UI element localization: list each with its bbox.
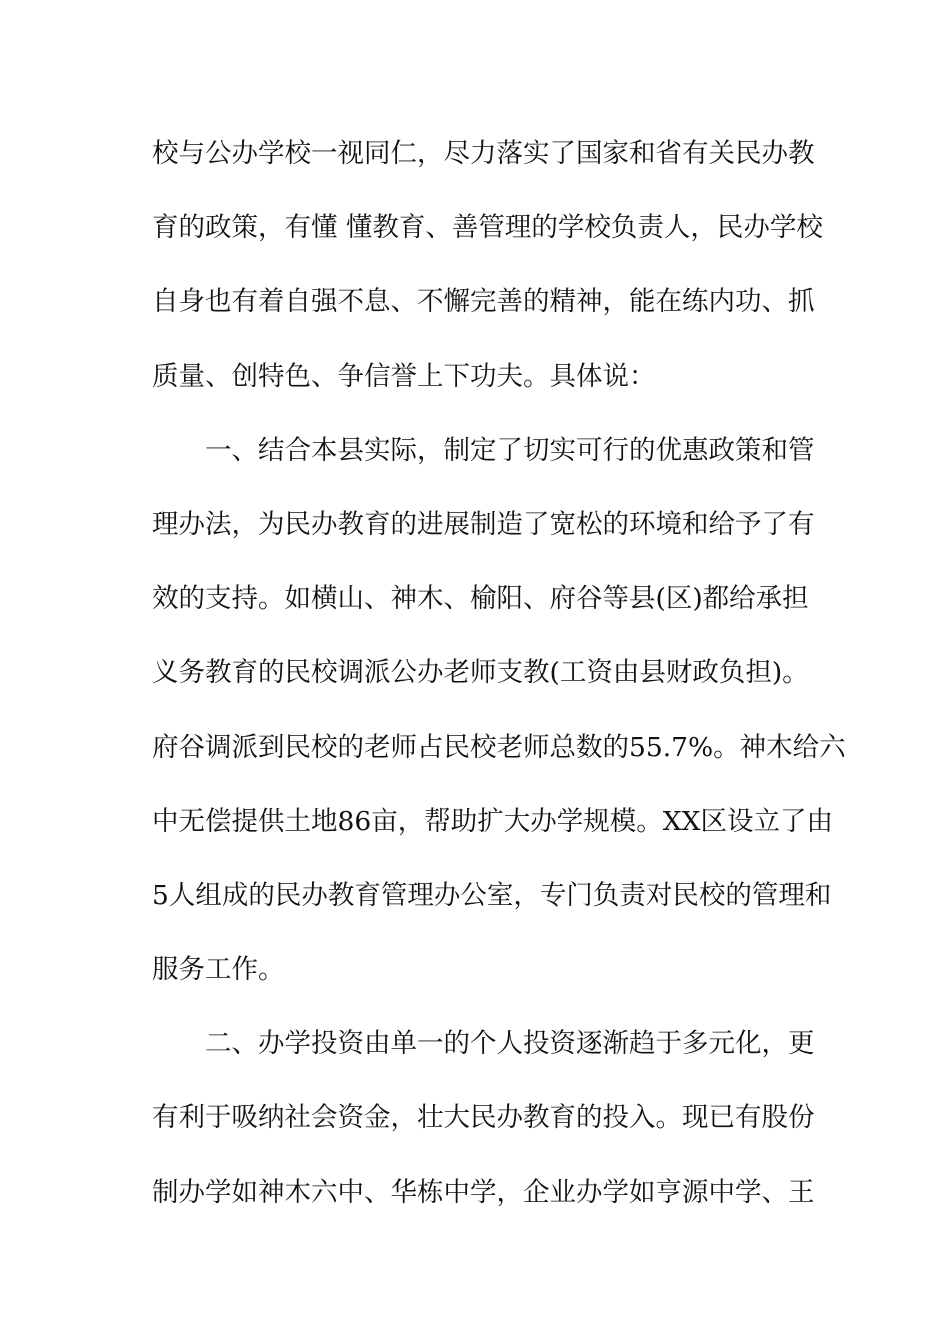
text-line: 育的政策，有懂 懂教育、善管理的学校负责人，民办学校 xyxy=(152,212,823,244)
text-line: 校与公办学校一视同仁，尽力落实了国家和省有关民办教 xyxy=(152,138,815,169)
text-line: 有利于吸纳社会资金，壮大民办教育的投入。现已有股份 xyxy=(152,1102,815,1134)
text-line: 制办学如神木六中、华栋中学，企业办学如亨源中学、王 xyxy=(152,1176,815,1208)
text-line: 义务教育的民校调派公办老师支教(工资由县财政负担)。 xyxy=(152,657,809,689)
paragraph-first-line: 一、结合本县实际，制定了切实可行的优惠政策和管 xyxy=(205,434,815,466)
paragraph-first-line: 二、办学投资由单一的个人投资逐渐趋于多元化，更 xyxy=(205,1028,815,1060)
text-line: 府谷调派到民校的老师占民校老师总数的55.7%。神木给六 xyxy=(152,731,846,763)
text-line: 5人组成的民办教育管理办公室，专门负责对民校的管理和 xyxy=(152,879,832,911)
text-line: 服务工作。 xyxy=(152,954,285,986)
text-line: 理办法，为民办教育的进展制造了宽松的环境和给予了有 xyxy=(152,508,815,540)
document-body xyxy=(152,128,846,1241)
text-line: 效的支持。如横山、神木、榆阳、府谷等县(区)都给承担 xyxy=(152,583,809,615)
text-line: 质量、创特色、争信誉上下功夫。具体说： xyxy=(152,360,656,392)
text-line: 自身也有着自强不息、不懈完善的精神，能在练内功、抓 xyxy=(152,286,815,318)
text-line: 中无偿提供土地86亩，帮助扩大办学规模。XX区设立了由 xyxy=(152,805,833,837)
